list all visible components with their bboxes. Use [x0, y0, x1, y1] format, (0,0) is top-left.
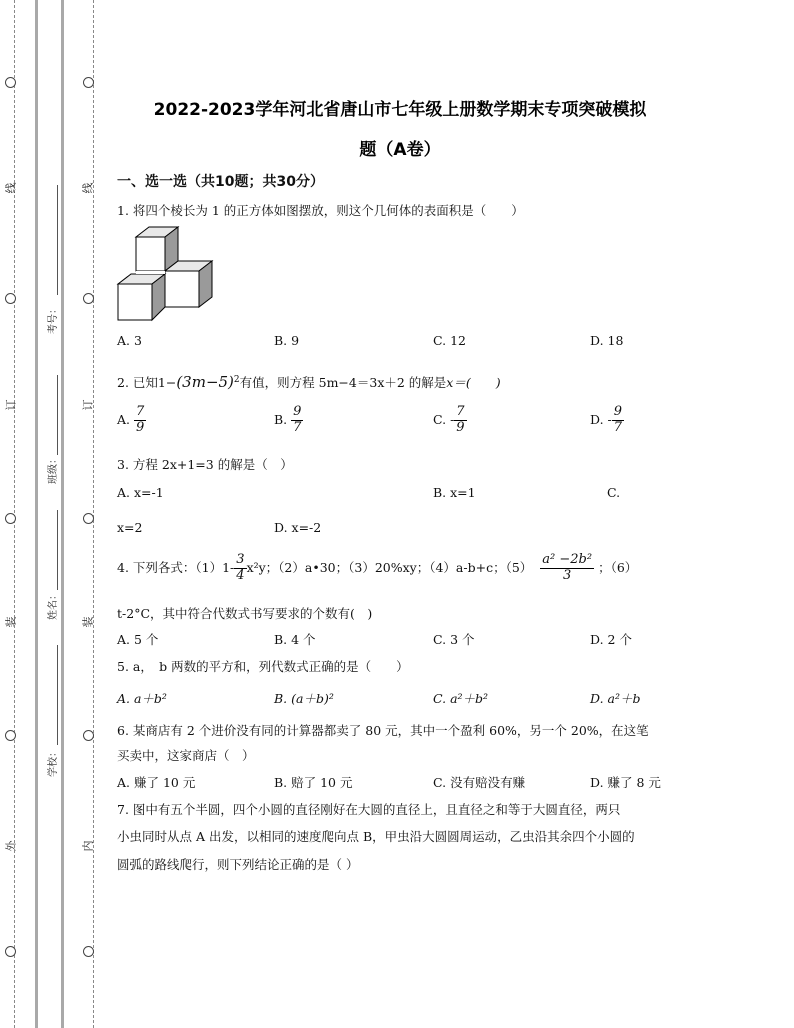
q5-option-a[interactable]: A. a＋b² — [117, 691, 167, 706]
question-1-stem: 1. 将四个棱长为 1 的正方体如图摆放，则这个几何体的表面积是（ ） — [117, 203, 524, 218]
binding-hole — [5, 513, 16, 524]
question-3-stem: 3. 方程 2x+1=3 的解是（ ） — [117, 457, 293, 472]
binding-hole — [83, 946, 94, 957]
q6-option-c[interactable]: C. 没有赔没有赚 — [433, 775, 526, 790]
question-7-stem-line2: 小虫同时从点 A 出发，以相同的速度爬向点 B，甲虫沿大圆圆周运动，乙虫沿其余四个小圆的 — [117, 829, 635, 844]
q5-option-c[interactable]: C. a²＋b² — [433, 691, 489, 706]
cube-front-face — [136, 237, 165, 271]
question-4-stem-line2: t-2°C，其中符合代数式书写要求的个数有( ) — [117, 606, 373, 621]
margin-char-wai: 外 — [4, 840, 18, 852]
q6-option-a[interactable]: A. 赚了 10 元 — [117, 775, 196, 790]
cube-front-face — [118, 284, 152, 320]
binding-hole — [5, 730, 16, 741]
margin-char-ding: 订 — [81, 399, 95, 411]
q4-option-b[interactable]: B. 4 个 — [274, 632, 316, 647]
q1-option-d[interactable]: D. 18 — [590, 333, 624, 348]
margin-char-xian: 线 — [4, 182, 18, 194]
q5-option-b[interactable]: B. (a＋b)² — [274, 691, 334, 706]
q4-option-c[interactable]: C. 3 个 — [433, 632, 475, 647]
q6-option-b[interactable]: B. 赔了 10 元 — [274, 775, 353, 790]
question-7-stem: 7. 图中有五个半圆，四个小圆的直径刚好在大圆的直径上，且直径之和等于大圆直径，两只 — [117, 802, 621, 817]
section-heading: 一、选一选（共10题；共30分） — [117, 174, 324, 190]
page-title-line2: 题（A卷） — [359, 140, 441, 160]
q2-option-d[interactable]: D. - $\frac{9}{7}$ — [590, 404, 623, 435]
q3-option-d[interactable]: D. x=-2 — [274, 520, 322, 535]
binding-strip — [35, 0, 64, 1028]
q1-option-b[interactable]: B. 9 — [274, 333, 300, 348]
class-line[interactable] — [57, 375, 58, 455]
margin-char-zhuang: 装 — [4, 616, 18, 628]
q6-option-d[interactable]: D. 赚了 8 元 — [590, 775, 661, 790]
exam-number-label: 考号： — [48, 304, 59, 334]
question-6-stem-line2: 买卖中，这家商店（ ） — [117, 748, 255, 763]
question-2-stem: 2. 已知$1-(3m-5)^2$有值，则方程 5m−4＝3x＋2 的解是x＝( ) — [117, 373, 501, 391]
name-line[interactable] — [57, 510, 58, 590]
q3-option-b[interactable]: B. x=1 — [433, 485, 476, 500]
margin-char-zhuang: 装 — [81, 616, 95, 628]
name-label: 姓名： — [48, 590, 59, 620]
question-5-stem: 5. a， b 两数的平方和，列代数式正确的是（ ） — [117, 659, 409, 674]
q1-option-c[interactable]: C. 12 — [433, 333, 466, 348]
q3-option-c-value[interactable]: x=2 — [117, 520, 143, 535]
q2-option-a[interactable]: A. $\frac{7}{9}$ — [117, 404, 145, 435]
margin-char-nei: 内 — [81, 840, 95, 852]
q1-option-a[interactable]: A. 3 — [117, 333, 142, 348]
page-title: 2022-2023学年河北省唐山市七年级上册数学期末专项突破模拟 — [153, 100, 647, 120]
question-4-stem: 4. 下列各式：（1）1- $\frac{3}{4}$ x²y；（2）a•30；（3）20%xy；（4）a-b+c；（5） $\frac{\text{a² −2b²}}{3}$ ；（6） — [117, 552, 638, 583]
binding-hole — [83, 513, 94, 524]
question-7-stem-line3: 圆弧的路线爬行，则下列结论正确的是（ ） — [117, 857, 359, 872]
q4-option-d[interactable]: D. 2 个 — [590, 632, 632, 647]
binding-hole — [83, 730, 94, 741]
q3-option-a[interactable]: A. x=-1 — [117, 485, 164, 500]
school-label: 学校： — [48, 747, 59, 777]
binding-hole — [5, 293, 16, 304]
q2-option-b[interactable]: B. $\frac{9}{7}$ — [274, 404, 302, 435]
question-6-stem: 6. 某商店有 2 个进价没有同的计算器都卖了 80 元，其中一个盈利 60%，另一个 20%，在这笔 — [117, 723, 649, 738]
margin-char-xian: 线 — [81, 182, 95, 194]
class-label: 班级： — [48, 454, 59, 484]
cube-front-face — [165, 271, 199, 307]
binding-hole — [83, 77, 94, 88]
binding-hole — [83, 293, 94, 304]
school-line[interactable] — [57, 645, 58, 745]
exam-number-line[interactable] — [57, 185, 58, 295]
binding-hole — [5, 946, 16, 957]
q2-option-c[interactable]: C. - $\frac{7}{9}$ — [433, 404, 465, 435]
q5-option-d[interactable]: D. a²＋b — [590, 691, 641, 706]
q4-option-a[interactable]: A. 5 个 — [117, 632, 159, 647]
binding-hole — [5, 77, 16, 88]
margin-char-ding: 订 — [4, 399, 18, 411]
inner-cut-line — [93, 0, 94, 1028]
q3-option-c[interactable]: C. — [607, 485, 621, 500]
cube-figure — [116, 224, 216, 324]
